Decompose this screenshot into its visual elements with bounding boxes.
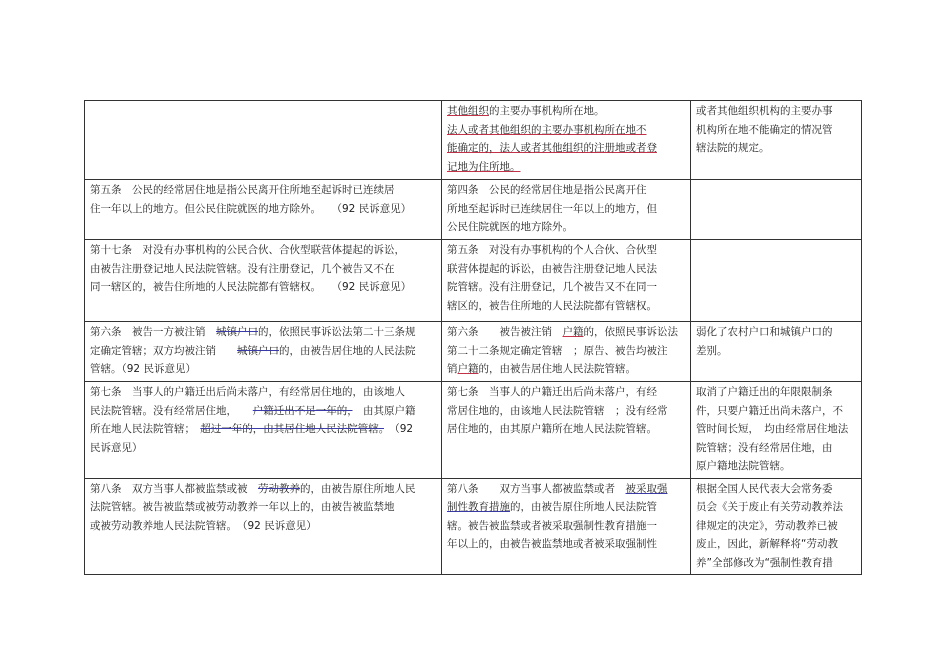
old-provision-cell <box>85 478 442 575</box>
text-segment: 件，只要户籍迁出尚未落户，不 <box>696 404 843 417</box>
text-segment: 第七条 当事人的户籍迁出后尚未落户，有经常居住地的，由该地人 <box>90 386 405 398</box>
text-line <box>447 498 685 517</box>
comparison-table-body <box>85 101 862 575</box>
text-line <box>696 517 856 536</box>
text-segment: 的，由被告居住地的人民法院 <box>279 344 416 357</box>
deleted-text: 城镇户口 <box>237 344 279 357</box>
text-segment: 联营体提起的诉讼，由被告注册登记地人民法 <box>447 262 657 275</box>
text-segment: 民法院管辖。没有经常居住地， <box>90 404 253 417</box>
old-provision-cell <box>85 322 442 382</box>
comparison-table <box>84 100 862 575</box>
text-line <box>447 342 685 361</box>
text-segment: 定确定管辖；双方均被注销 <box>90 344 237 357</box>
text-segment: 公民住院就医的地方除外。 <box>447 221 573 233</box>
text-segment: 第五条 对没有办事机构的个人合伙、合伙型 <box>447 244 657 256</box>
inserted-text: 被采取强 <box>625 482 668 495</box>
text-segment: 民诉意见） <box>90 441 143 454</box>
text-segment: 的，由被告原住所地人民 <box>300 482 416 495</box>
text-line <box>696 480 856 499</box>
text-line <box>696 323 856 342</box>
text-line <box>90 360 436 379</box>
text-line <box>696 498 856 517</box>
text-line <box>90 383 436 402</box>
text-segment: 居住地的，由其原户籍所在地人民法院管辖。 <box>447 423 657 435</box>
text-segment: 销 <box>447 363 458 375</box>
inserted-text: 法人或者其他组织的主要办事机构所在地不 <box>447 123 647 136</box>
text-segment: 第二十二条规定确定管辖 ；原告、被告均被注 <box>447 344 668 357</box>
text-line <box>696 457 856 476</box>
text-segment: 取消了户籍迁出的年限限制条 <box>696 386 833 398</box>
inserted-text: 户籍 <box>562 326 584 338</box>
table-row <box>85 478 862 575</box>
text-line <box>90 241 436 260</box>
text-segment: 法院管辖。被告被监禁或被劳动教养一年以上的，由被告被监禁地 <box>90 501 395 513</box>
text-segment: 律规定的决定》，劳动教养已被 <box>696 519 838 532</box>
text-line <box>696 102 856 121</box>
text-line <box>447 517 685 536</box>
text-line <box>447 260 685 279</box>
table-row <box>85 240 862 322</box>
text-line <box>447 383 685 402</box>
text-line <box>696 439 856 458</box>
text-segment: 差别。 <box>696 344 728 357</box>
text-line <box>447 480 685 499</box>
text-segment: 辖区的，被告住所地的人民法院都有管辖权。 <box>447 299 657 312</box>
text-segment: 的，由被告居住地人民法院管辖。 <box>478 363 636 375</box>
text-segment: （92 <box>384 423 414 435</box>
new-provision-cell <box>442 101 691 180</box>
text-segment: 院管辖；没有经常居住地，由 <box>696 441 833 454</box>
text-segment: 第五条 公民的经常居住地是指公民离开住所地至起诉时已连续居 <box>90 184 395 196</box>
text-line <box>90 439 436 458</box>
inserted-text: 其他组织 <box>447 105 489 117</box>
text-segment: 由其原户籍 <box>352 404 416 417</box>
text-line <box>90 342 436 361</box>
text-line <box>90 278 436 297</box>
text-line <box>447 139 685 158</box>
text-segment: 养”全部修改为“强制性教育措 <box>696 556 833 569</box>
text-line <box>696 383 856 402</box>
new-provision-cell <box>442 240 691 322</box>
text-segment: 年以上的，由被告被监禁地或者被采取强制性 <box>447 538 657 550</box>
text-segment: 所在地人民法院管辖； <box>90 423 201 435</box>
text-segment: 的主要办事机构所在地。 <box>489 105 605 117</box>
text-segment: 根据全国人民代表大会常务委 <box>696 482 833 495</box>
text-line <box>447 297 685 316</box>
text-line <box>90 323 436 342</box>
text-line <box>447 420 685 439</box>
text-line <box>696 342 856 361</box>
text-line <box>447 323 685 342</box>
text-line <box>90 420 436 439</box>
text-line <box>447 535 685 554</box>
text-line <box>447 218 685 237</box>
table-row <box>85 322 862 382</box>
text-segment: 管辖。（92 民诉意见） <box>90 363 196 375</box>
change-note-cell <box>691 322 862 382</box>
text-segment: 员会《关于废止有关劳动教养法 <box>696 501 843 513</box>
text-segment: 辖法院的规定。 <box>696 142 770 154</box>
text-line <box>696 121 856 140</box>
change-note-cell <box>691 101 862 180</box>
text-segment: 第四条 公民的经常居住地是指公民离开住 <box>447 184 647 196</box>
text-segment: 第八条 双方当事人都被监禁或者 <box>447 482 626 495</box>
text-segment: 的，由被告原住所地人民法院管 <box>510 501 657 513</box>
text-line <box>90 480 436 499</box>
text-segment: 第六条 被告被注销 <box>447 326 563 338</box>
deleted-text: 劳动教养 <box>258 482 300 495</box>
inserted-text: 记地为住所地。 <box>447 160 521 173</box>
text-line <box>447 278 685 297</box>
new-provision-cell <box>442 478 691 575</box>
text-line <box>447 402 685 421</box>
text-segment: 机构所在地不能确定的情况管 <box>696 123 833 136</box>
text-line <box>447 121 685 140</box>
text-segment: 常居住地的，由该地人民法院管辖 ；没有经常 <box>447 404 668 417</box>
text-segment: 原户籍地法院管辖。 <box>696 460 791 472</box>
table-row <box>85 180 862 240</box>
inserted-text: 户籍 <box>457 363 479 375</box>
text-line <box>90 498 436 517</box>
text-line <box>90 402 436 421</box>
text-line <box>447 158 685 177</box>
change-note-cell <box>691 180 862 240</box>
text-segment: 或被劳动教养地人民法院管辖。 （92 民诉意见） <box>90 519 317 532</box>
text-segment: 同一辖区的，被告住所地的人民法院都有管辖权。 （92 民诉意见） <box>90 281 412 293</box>
text-line <box>447 241 685 260</box>
table-row <box>85 101 862 180</box>
text-line <box>696 535 856 554</box>
text-line <box>90 517 436 536</box>
text-segment: 或者其他组织机构的主要办事 <box>696 105 833 117</box>
old-provision-cell <box>85 382 442 479</box>
text-segment: 住一年以上的地方。但公民住院就医的地方除外。 （92 民诉意见） <box>90 202 412 215</box>
text-segment: 第十七条 对没有办事机构的公民合伙、合伙型联营体提起的诉讼， <box>90 244 405 256</box>
inserted-text: 能确定的，法人或者其他组织的注册地或者登 <box>447 142 657 154</box>
deleted-text: 超过一年的，由其居住地人民法院管辖。 <box>200 423 384 435</box>
deleted-text: 城镇户口 <box>216 326 258 338</box>
text-line <box>90 181 436 200</box>
text-line <box>447 102 685 121</box>
text-segment: 管时间长短， 均由经常居住地法 <box>696 423 849 435</box>
text-segment: 所地至起诉时已连续居住一年以上的地方，但 <box>447 202 657 215</box>
inserted-text: 制性教育措施 <box>447 501 510 513</box>
change-note-cell <box>691 478 862 575</box>
table-row <box>85 382 862 479</box>
text-line <box>696 420 856 439</box>
new-provision-cell <box>442 322 691 382</box>
change-note-cell <box>691 240 862 322</box>
text-segment: 由被告注册登记地人民法院管辖。没有注册登记，几个被告又不在 <box>90 262 395 275</box>
text-line <box>447 181 685 200</box>
text-segment: 第八条 双方当事人都被监禁或被 <box>90 482 258 495</box>
text-segment: 的，依照民事诉讼法第二十三条规 <box>258 326 416 338</box>
old-provision-cell <box>85 180 442 240</box>
new-provision-cell <box>442 180 691 240</box>
old-provision-cell <box>85 101 442 180</box>
text-segment: 弱化了农村户口和城镇户口的 <box>696 326 833 338</box>
new-provision-cell <box>442 382 691 479</box>
deleted-text: 户籍迁出不足一年的， <box>252 404 353 417</box>
old-provision-cell <box>85 240 442 322</box>
text-line <box>90 200 436 219</box>
text-line <box>447 360 685 379</box>
text-segment: 第六条 被告一方被注销 <box>90 326 216 338</box>
text-line <box>90 260 436 279</box>
text-segment: 第七条 当事人的户籍迁出后尚未落户，有经 <box>447 386 657 398</box>
change-note-cell <box>691 382 862 479</box>
text-segment: 辖。被告被监禁或者被采取强制性教育措施一 <box>447 519 657 532</box>
text-line <box>696 139 856 158</box>
text-segment: 的，依照民事诉讼法 <box>583 326 678 338</box>
text-line <box>696 402 856 421</box>
text-line <box>696 554 856 573</box>
text-segment: 院管辖。没有注册登记，几个被告又不在同一 <box>447 281 657 293</box>
text-segment: 废止，因此，新解释将“劳动教 <box>696 538 838 550</box>
text-line <box>447 200 685 219</box>
